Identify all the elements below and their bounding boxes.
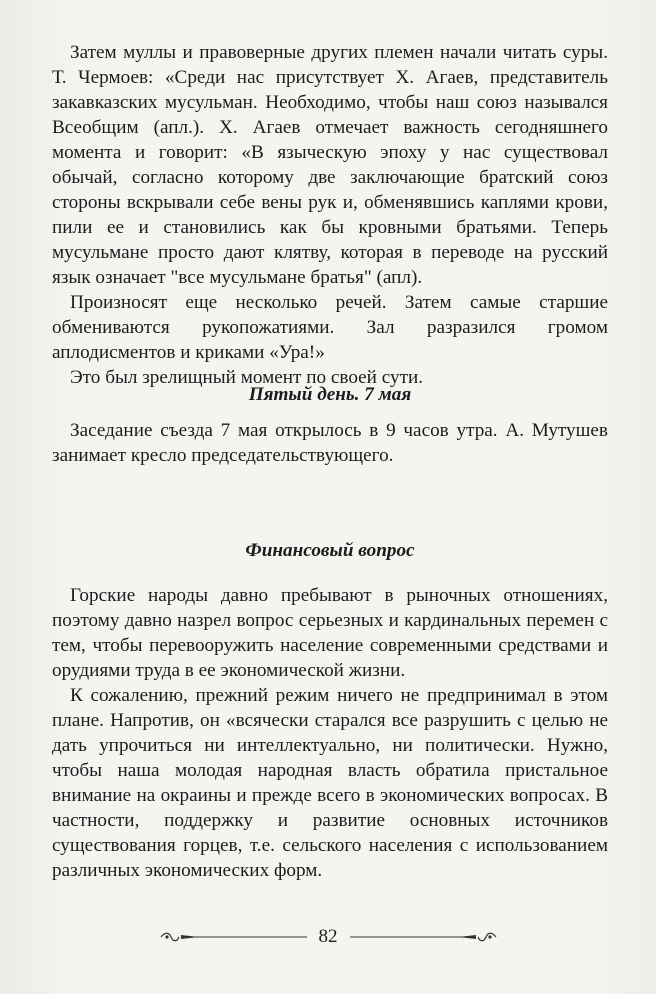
section-heading-day-five: Пятый день. 7 мая	[248, 384, 412, 405]
page-number: 82	[318, 926, 338, 947]
paragraph: Заседание съезда 7 мая открылось в 9 часов утра. А. Мутушев занимает кресло председательствующего.	[52, 420, 608, 466]
page-footer	[0, 922, 656, 952]
right-ornament-icon	[348, 930, 498, 944]
text-section-opening	[52, 40, 608, 390]
section-heading-finance: Финансовый вопрос	[245, 540, 415, 561]
text-section-day-five	[52, 418, 608, 468]
paragraph: Это был зрелищный момент по своей сути.	[70, 367, 424, 388]
paragraph: К сожалению, прежний режим ничего не предпринимал в этом плане. Напротив, он «всячески старался все разрушить с целью не дать упрочиться ни интеллектуально, ни политически. Нужно, чтобы наша молодая народная власть обратила пристальное внимание на окраины и прежде всего в экономических вопросах. В частности, поддержку и развитие основных источников существования горцев, т.е. сельского населения с использованием различных экономических форм.	[52, 685, 608, 881]
paragraph: Произносят еще несколько речей. Затем самые старшие обмениваются рукопожатиями. Зал разразился громом аплодисментов и криками «Ура!»	[52, 292, 608, 363]
paragraph: Горские народы давно пребывают в рыночных отношениях, поэтому давно назрел вопрос серьезных и кардинальных перемен с тем, чтобы перевооружить население современными средствами и орудиями труда в ее экономической жизни.	[52, 585, 608, 681]
paragraph: Затем муллы и правоверные других племен начали читать суры. Т. Чермоев: «Среди нас присутствует Х. Агаев, представитель закавказских мусульман. Необходимо, чтобы наш союз назывался Всеобщим (апл.). Х. Агаев отмечает важность сегодняшнего момента и говорит: «В языческую эпоху у нас существовал обычай, согласно которому две заключающие братский союз стороны вскрывали себе вены рук и, обменявшись каплями крови, пили ее и становились как бы кровными братьями. Теперь мусульмане просто дают клятву, которая в переводе на русский язык означает "все мусульмане братья" (апл).	[52, 42, 608, 288]
text-section-finance	[52, 583, 608, 883]
left-ornament-icon	[159, 930, 309, 944]
